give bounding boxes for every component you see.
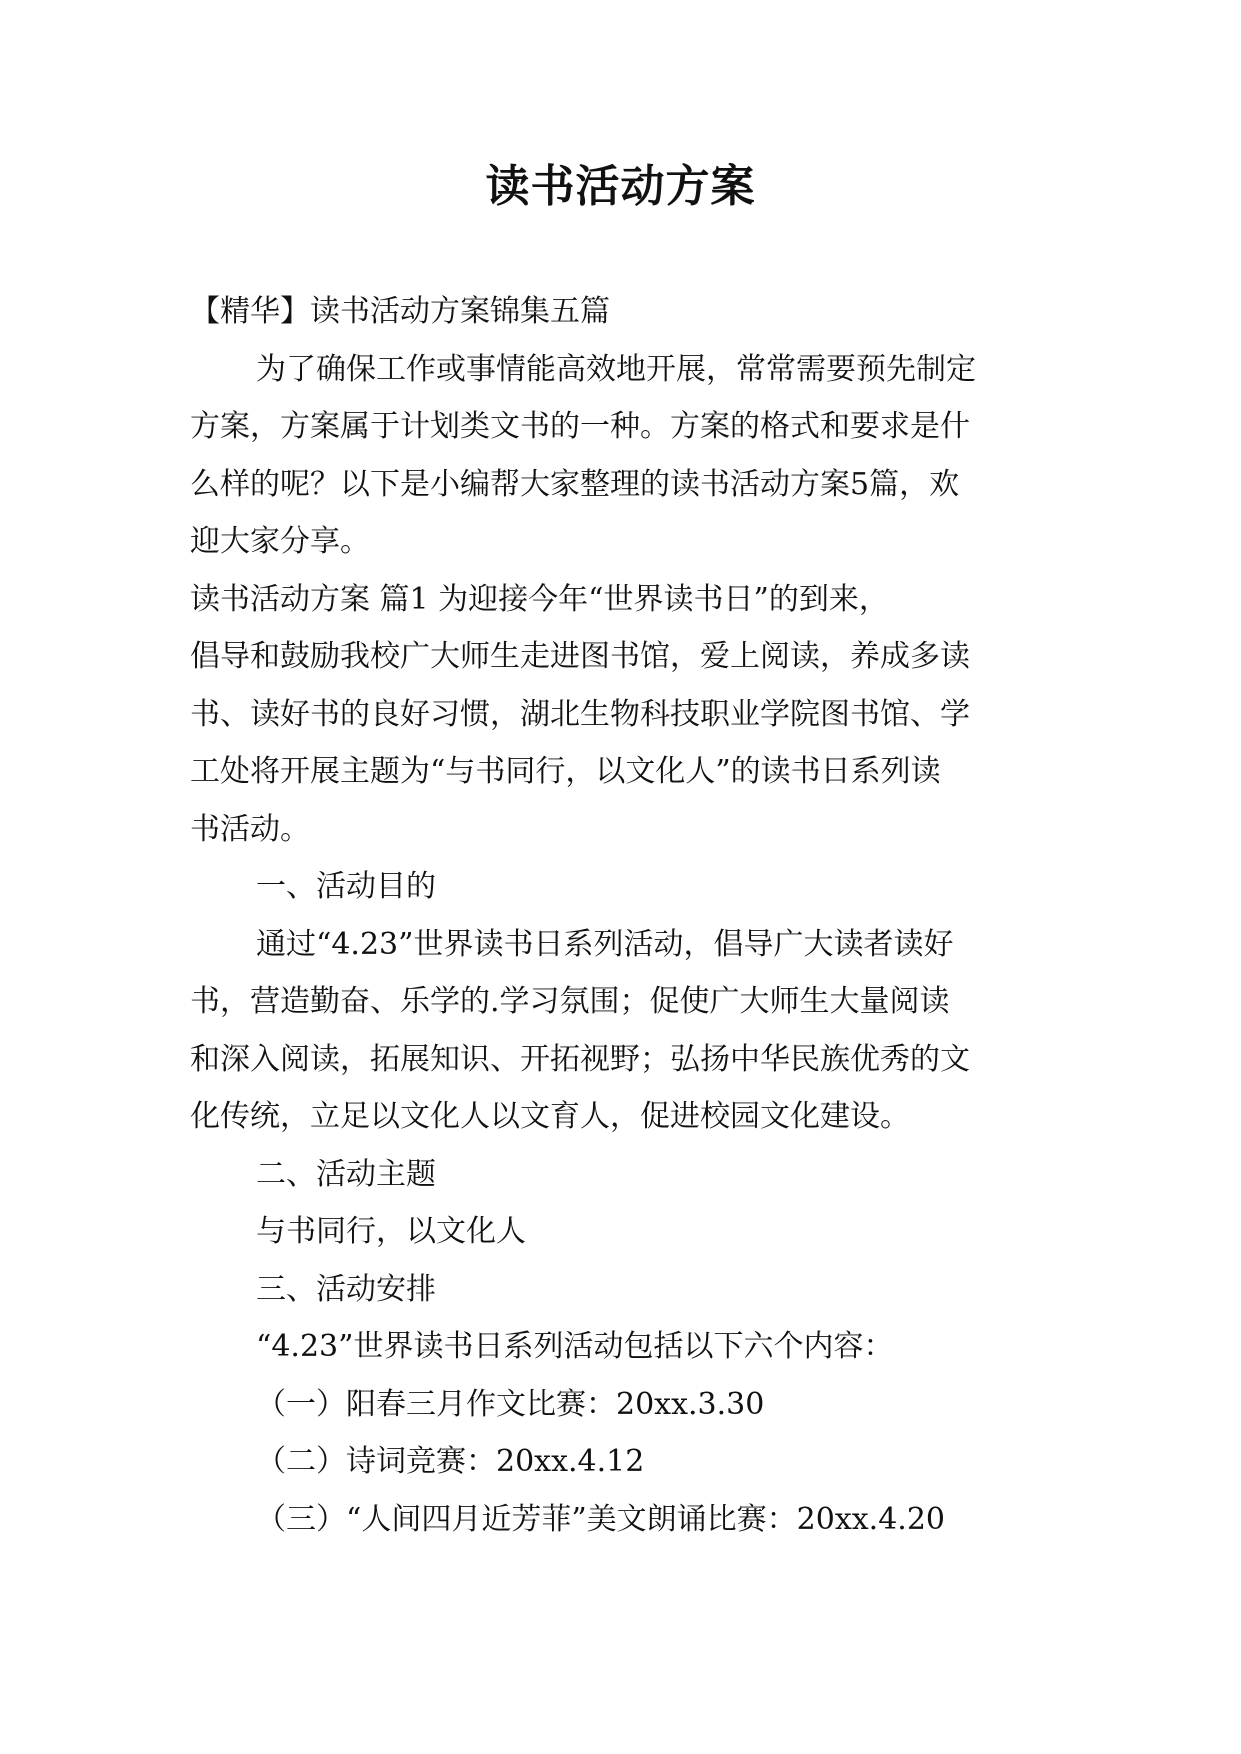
body-line: 么样的呢？以下是小编帮大家整理的读书活动方案5篇，欢	[190, 466, 960, 502]
body-line: （三）“人间四月近芳菲”美文朗诵比赛：20xx.4.20	[256, 1501, 946, 1537]
body-line: 书活动。	[190, 811, 310, 847]
body-line: 倡导和鼓励我校广大师生走进图书馆，爱上阅读，养成多读	[190, 639, 970, 674]
body-line: 通过“4.23”世界读书日系列活动，倡导广大读者读好	[256, 926, 954, 962]
body-line: 方案，方案属于计划类文书的一种。方案的格式和要求是什	[190, 409, 970, 444]
body-line: 书，营造勤奋、乐学的.学习氛围；促使广大师生大量阅读	[190, 984, 950, 1019]
body-line: 读书活动方案 篇1 为迎接今年“世界读书日”的到来，	[190, 581, 889, 617]
body-line: 三、活动安排	[256, 1271, 436, 1307]
body-line: 二、活动主题	[256, 1156, 436, 1192]
body-line: 【精华】读书活动方案锦集五篇	[190, 294, 610, 329]
body-line: 与书同行，以文化人	[256, 1214, 526, 1249]
body-line: 和深入阅读，拓展知识、开拓视野；弘扬中华民族优秀的文	[190, 1041, 970, 1077]
body-line: 迎大家分享。	[190, 524, 370, 559]
body-line: 一、活动目的	[256, 869, 436, 904]
body-line: 工处将开展主题为“与书同行，以文化人”的读书日系列读	[190, 754, 941, 789]
body-line: 书、读好书的良好习惯，湖北生物科技职业学院图书馆、学	[190, 696, 970, 732]
body-line: 化传统，立足以文化人以文育人，促进校园文化建设。	[190, 1099, 910, 1134]
document-title: 读书活动方案	[485, 161, 756, 212]
body-line: “4.23”世界读书日系列活动包括以下六个内容：	[256, 1329, 894, 1364]
document-body	[190, 283, 1060, 1548]
body-line: （一）阳春三月作文比赛：20xx.3.30	[256, 1386, 765, 1422]
body-line: （二）诗词竞赛：20xx.4.12	[256, 1444, 645, 1479]
body-line: 为了确保工作或事情能高效地开展，常常需要预先制定	[256, 351, 976, 387]
